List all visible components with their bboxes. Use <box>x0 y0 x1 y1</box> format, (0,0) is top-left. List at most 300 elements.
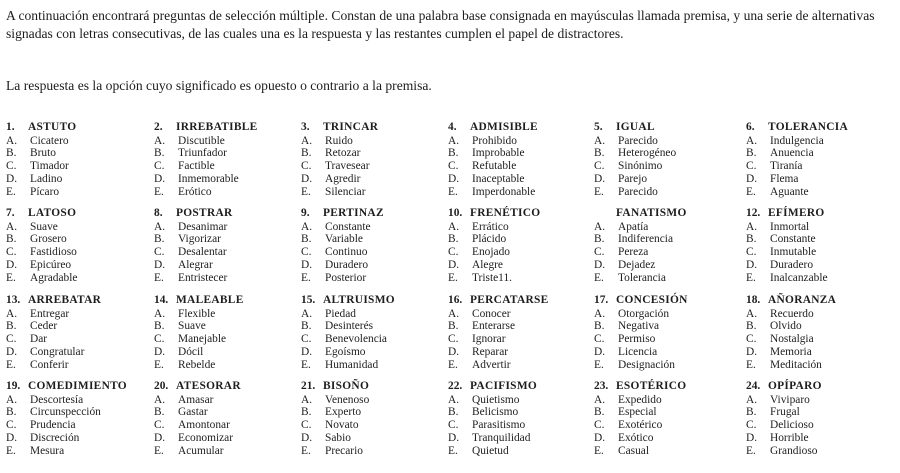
option-text: Plácido <box>472 233 507 246</box>
option-text: Alegrar <box>178 258 213 271</box>
option-text: Ignorar <box>472 333 506 346</box>
option-letter: E. <box>154 444 164 457</box>
option-b <box>6 406 154 419</box>
option-a <box>594 308 742 321</box>
option-text: Venenoso <box>325 393 370 406</box>
option-d <box>448 259 596 272</box>
option-e <box>154 272 302 285</box>
option-text: Grandioso <box>770 444 818 457</box>
option-letter: B. <box>594 406 605 419</box>
question-block <box>6 207 154 284</box>
option-text: Gastar <box>178 406 208 419</box>
option-letter: C. <box>448 160 459 173</box>
option-text: Entristecer <box>178 271 228 284</box>
option-text: Dejadez <box>618 258 656 271</box>
option-letter: A. <box>746 393 758 406</box>
option-letter: D. <box>6 431 18 444</box>
option-c <box>746 419 892 432</box>
question-header <box>746 121 892 135</box>
option-text: Congratular <box>30 345 85 358</box>
question-header <box>154 207 302 221</box>
option-text: Designación <box>618 358 675 371</box>
option-b <box>301 233 449 246</box>
question-number: 17. <box>594 294 609 306</box>
option-letter: D. <box>154 431 166 444</box>
option-letter: C. <box>594 333 605 346</box>
option-letter: A. <box>6 393 18 406</box>
option-text: Sinónimo <box>618 160 663 173</box>
question-header <box>154 121 302 135</box>
intro-paragraph: A continuación encontrará preguntas de selección múltiple. Constan de una palabra base consignada en mayúsculas llamada premisa, y una serie de alternativas signadas con letras consecutivas, de las cuales una es la respuesta y las restantes cumplen el papel de distractores. <box>6 8 875 41</box>
option-letter: A. <box>6 307 18 320</box>
option-letter: E. <box>154 185 164 198</box>
premise-word: BISOÑO <box>323 380 370 392</box>
option-letter: D. <box>154 258 166 271</box>
option-b <box>154 233 302 246</box>
option-c <box>746 246 892 259</box>
instruction-paragraph: La respuesta es la opción cuyo significado es opuesto o contrario a la premisa. <box>6 78 432 93</box>
option-letter: D. <box>448 172 460 185</box>
option-b <box>154 320 302 333</box>
option-letter: E. <box>594 271 604 284</box>
option-d <box>301 173 449 186</box>
option-e <box>594 359 742 372</box>
option-text: Flema <box>770 172 799 185</box>
option-letter: E. <box>301 185 311 198</box>
premise-word: FRENÉTICO <box>470 207 541 219</box>
option-d <box>6 346 154 359</box>
option-text: Manejable <box>178 333 227 346</box>
option-letter: C. <box>6 333 17 346</box>
option-text: Rebelde <box>178 358 216 371</box>
option-text: Aguante <box>770 185 809 198</box>
question-header <box>301 121 449 135</box>
option-text: Desanimar <box>178 220 228 233</box>
premise-word: TOLERANCIA <box>768 121 849 133</box>
option-text: Fastidioso <box>30 246 77 259</box>
option-text: Vigorizar <box>178 233 221 246</box>
option-letter: B. <box>448 147 459 160</box>
option-text: Agredir <box>325 172 361 185</box>
option-b <box>594 147 742 160</box>
option-a <box>448 394 596 407</box>
option-text: Mesura <box>30 444 65 457</box>
option-letter: A. <box>154 393 166 406</box>
question-block <box>448 380 596 457</box>
option-text: Experto <box>325 406 362 419</box>
option-letter: A. <box>448 393 460 406</box>
option-c <box>6 333 154 346</box>
option-letter: D. <box>6 258 18 271</box>
option-a <box>448 308 596 321</box>
option-a <box>448 135 596 148</box>
option-letter: E. <box>154 271 164 284</box>
question-block <box>301 380 449 457</box>
option-c <box>301 246 449 259</box>
option-e <box>448 359 596 372</box>
option-letter: A. <box>746 307 758 320</box>
option-text: Amasar <box>178 393 214 406</box>
option-text: Cicatero <box>30 134 69 147</box>
option-letter: B. <box>6 233 17 246</box>
option-c <box>594 419 742 432</box>
option-d <box>154 173 302 186</box>
option-d <box>594 259 742 272</box>
option-text: Pereza <box>618 246 649 259</box>
option-d <box>6 259 154 272</box>
option-letter: B. <box>448 233 459 246</box>
option-d <box>154 346 302 359</box>
option-text: Pícaro <box>30 185 60 198</box>
option-e <box>746 186 892 199</box>
option-d <box>746 173 892 186</box>
option-letter: B. <box>301 233 312 246</box>
premise-word: AÑORANZA <box>768 294 837 306</box>
option-letter: B. <box>746 147 757 160</box>
option-text: Constante <box>770 233 816 246</box>
option-letter: D. <box>746 345 758 358</box>
option-text: Parasitismo <box>472 419 526 432</box>
option-text: Discreción <box>30 431 80 444</box>
option-e <box>301 272 449 285</box>
option-letter: A. <box>154 134 166 147</box>
option-a <box>154 221 302 234</box>
option-text: Suave <box>30 220 58 233</box>
premise-word: PACIFISMO <box>470 380 538 392</box>
option-a <box>301 221 449 234</box>
option-text: Exótico <box>618 431 654 444</box>
option-letter: D. <box>6 345 18 358</box>
option-d <box>746 259 892 272</box>
option-c <box>154 246 302 259</box>
option-text: Epicúreo <box>30 258 72 271</box>
option-c <box>154 160 302 173</box>
option-e <box>6 445 154 458</box>
option-letter: E. <box>6 271 16 284</box>
option-letter: E. <box>6 358 16 371</box>
option-text: Posterior <box>325 271 367 284</box>
question-block <box>154 294 302 371</box>
option-c <box>448 419 596 432</box>
option-b <box>594 320 742 333</box>
option-letter: D. <box>448 258 460 271</box>
option-letter: A. <box>301 307 313 320</box>
option-e <box>6 272 154 285</box>
option-e <box>746 272 892 285</box>
option-letter: D. <box>154 345 166 358</box>
question-block <box>594 207 742 284</box>
option-text: Circunspección <box>30 406 101 419</box>
question-number: 8. <box>154 207 163 219</box>
option-c <box>301 333 449 346</box>
option-letter: D. <box>448 431 460 444</box>
option-e <box>6 359 154 372</box>
option-e <box>594 445 742 458</box>
option-letter: C. <box>154 246 165 259</box>
option-e <box>746 445 892 458</box>
option-letter: E. <box>301 358 311 371</box>
option-c <box>6 160 154 173</box>
option-e <box>301 445 449 458</box>
option-c <box>746 333 892 346</box>
option-letter: C. <box>154 333 165 346</box>
option-letter: C. <box>746 419 757 432</box>
premise-word: POSTRAR <box>176 207 233 219</box>
option-text: Duradero <box>325 258 369 271</box>
option-letter: D. <box>448 345 460 358</box>
question-number: 7. <box>6 207 15 219</box>
question-block <box>594 294 742 371</box>
question-block <box>746 380 892 457</box>
option-text: Discutible <box>178 134 225 147</box>
option-a <box>594 394 742 407</box>
option-text: Constante <box>325 220 371 233</box>
option-text: Sabio <box>325 431 351 444</box>
option-letter: C. <box>448 246 459 259</box>
option-c <box>448 246 596 259</box>
option-letter: C. <box>746 246 757 259</box>
option-d <box>746 346 892 359</box>
option-d <box>594 346 742 359</box>
premise-word: PERTINAZ <box>323 207 384 219</box>
option-c <box>301 419 449 432</box>
option-letter: C. <box>301 333 312 346</box>
option-a <box>154 308 302 321</box>
option-text: Conferir <box>30 358 69 371</box>
option-letter: A. <box>448 220 460 233</box>
question-block <box>594 121 742 198</box>
option-letter: A. <box>6 220 18 233</box>
option-d <box>154 259 302 272</box>
option-letter: B. <box>594 147 605 160</box>
option-b <box>594 233 742 246</box>
option-c <box>154 419 302 432</box>
option-text: Licencia <box>618 345 658 358</box>
question-block <box>746 294 892 371</box>
question-header <box>154 380 302 394</box>
option-letter: A. <box>594 393 606 406</box>
option-text: Exotérico <box>618 419 663 432</box>
question-number: 16. <box>448 294 463 306</box>
option-letter: A. <box>154 307 166 320</box>
question-number: 14. <box>154 294 169 306</box>
option-b <box>154 147 302 160</box>
option-a <box>6 221 154 234</box>
option-letter: E. <box>594 444 604 457</box>
option-letter: E. <box>594 185 604 198</box>
question-block <box>6 294 154 371</box>
option-text: Duradero <box>770 258 814 271</box>
option-d <box>301 346 449 359</box>
option-b <box>746 406 892 419</box>
option-d <box>301 259 449 272</box>
option-b <box>448 320 596 333</box>
premise-word: ESOTÉRICO <box>616 380 687 392</box>
option-a <box>301 308 449 321</box>
option-text: Tranquilidad <box>472 431 531 444</box>
option-text: Erótico <box>178 185 212 198</box>
option-a <box>746 394 892 407</box>
option-letter: B. <box>594 233 605 246</box>
question-number: 9. <box>301 207 310 219</box>
question-block <box>448 121 596 198</box>
option-text: Agradable <box>30 271 78 284</box>
option-c <box>594 160 742 173</box>
option-letter: A. <box>594 134 606 147</box>
option-text: Memoria <box>770 345 812 358</box>
option-a <box>448 221 596 234</box>
option-letter: A. <box>448 134 460 147</box>
option-letter: E. <box>448 271 458 284</box>
option-text: Advertir <box>472 358 511 371</box>
option-letter: D. <box>301 431 313 444</box>
question-header <box>594 207 742 221</box>
option-letter: B. <box>301 147 312 160</box>
option-c <box>746 160 892 173</box>
question-block <box>6 380 154 457</box>
option-b <box>6 233 154 246</box>
option-text: Delicioso <box>770 419 814 432</box>
premise-word: OPÍPARO <box>768 380 822 392</box>
option-e <box>154 359 302 372</box>
option-a <box>594 135 742 148</box>
option-text: Quietismo <box>472 393 520 406</box>
option-text: Acumular <box>178 444 224 457</box>
option-e <box>301 186 449 199</box>
option-letter: D. <box>301 345 313 358</box>
question-block <box>448 294 596 371</box>
question-header <box>448 207 596 221</box>
option-text: Inmemorable <box>178 172 239 185</box>
option-d <box>154 432 302 445</box>
question-block <box>594 380 742 457</box>
option-text: Reparar <box>472 345 509 358</box>
question-header <box>746 207 892 221</box>
option-text: Anuencia <box>770 147 814 160</box>
option-b <box>6 147 154 160</box>
option-letter: C. <box>301 160 312 173</box>
option-letter: B. <box>154 320 165 333</box>
option-letter: B. <box>6 320 17 333</box>
option-text: Conocer <box>472 307 511 320</box>
question-number: 3. <box>301 121 310 133</box>
option-letter: B. <box>448 320 459 333</box>
option-d <box>448 173 596 186</box>
option-a <box>6 394 154 407</box>
option-text: Desinterés <box>325 320 374 333</box>
question-block <box>154 121 302 198</box>
question-header <box>594 294 742 308</box>
option-d <box>746 432 892 445</box>
question-number: 4. <box>448 121 457 133</box>
option-letter: A. <box>746 220 758 233</box>
option-e <box>594 272 742 285</box>
option-text: Flexible <box>178 307 216 320</box>
question-number: 21. <box>301 380 316 392</box>
option-text: Variable <box>325 233 363 246</box>
question-number: 10. <box>448 207 463 219</box>
question-block <box>6 121 154 198</box>
option-letter: C. <box>448 419 459 432</box>
question-number: 15. <box>301 294 316 306</box>
option-text: Retozar <box>325 147 361 160</box>
option-b <box>746 147 892 160</box>
option-text: Amontonar <box>178 419 230 432</box>
option-e <box>746 359 892 372</box>
option-letter: E. <box>746 271 756 284</box>
option-text: Enterarse <box>472 320 516 333</box>
option-text: Novato <box>325 419 359 432</box>
option-d <box>301 432 449 445</box>
question-number: 12. <box>746 207 761 219</box>
option-b <box>448 233 596 246</box>
option-letter: A. <box>301 134 313 147</box>
option-letter: C. <box>154 419 165 432</box>
question-number: 19. <box>6 380 21 392</box>
question-grid <box>6 121 896 471</box>
option-b <box>301 147 449 160</box>
option-text: Timador <box>30 160 69 173</box>
option-e <box>594 186 742 199</box>
option-e <box>154 445 302 458</box>
option-text: Especial <box>618 406 657 419</box>
option-letter: B. <box>746 406 757 419</box>
option-letter: E. <box>154 358 164 371</box>
option-text: Benevolencia <box>325 333 387 346</box>
option-letter: D. <box>594 172 606 185</box>
option-text: Negativa <box>618 320 660 333</box>
option-letter: C. <box>6 246 17 259</box>
option-text: Prohibido <box>472 134 517 147</box>
option-text: Dar <box>30 333 48 346</box>
option-text: Inaceptable <box>472 172 525 185</box>
question-header <box>448 380 596 394</box>
option-letter: E. <box>746 358 756 371</box>
option-b <box>746 320 892 333</box>
option-text: Parejo <box>618 172 648 185</box>
option-d <box>6 173 154 186</box>
option-a <box>594 221 742 234</box>
option-e <box>448 272 596 285</box>
option-letter: E. <box>448 185 458 198</box>
option-text: Humanidad <box>325 358 379 371</box>
option-letter: A. <box>448 307 460 320</box>
option-text: Inalcanzable <box>770 271 828 284</box>
option-letter: B. <box>6 406 17 419</box>
premise-word: ADMISIBLE <box>470 121 538 133</box>
option-text: Viviparo <box>770 393 810 406</box>
option-text: Errático <box>472 220 509 233</box>
option-b <box>594 406 742 419</box>
question-number: 2. <box>154 121 163 133</box>
question-block <box>301 121 449 198</box>
option-b <box>301 406 449 419</box>
option-d <box>6 432 154 445</box>
question-block <box>301 207 449 284</box>
question-number: 13. <box>6 294 21 306</box>
option-letter: A. <box>154 220 166 233</box>
option-text: Otorgación <box>618 307 670 320</box>
option-text: Imperdonable <box>472 185 536 198</box>
option-text: Refutable <box>472 160 517 173</box>
option-c <box>154 333 302 346</box>
option-text: Inmortal <box>770 220 810 233</box>
question-header <box>448 294 596 308</box>
option-text: Grosero <box>30 233 67 246</box>
option-letter: E. <box>301 271 311 284</box>
option-letter: D. <box>746 258 758 271</box>
option-text: Parecido <box>618 185 658 198</box>
